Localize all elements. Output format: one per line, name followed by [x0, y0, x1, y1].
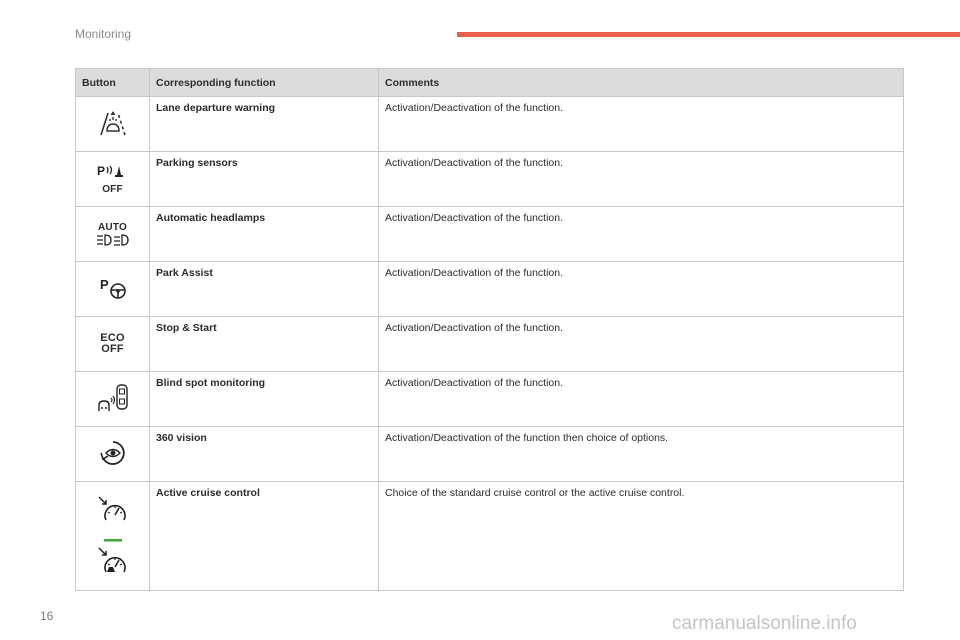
function-cell: Stop & Start: [150, 317, 379, 372]
comment-cell: Activation/Deactivation of the function.: [379, 317, 904, 372]
button-cell: [76, 372, 150, 427]
column-header-button: Button: [76, 69, 150, 97]
comment-cell: Activation/Deactivation of the function.: [379, 207, 904, 262]
table-row: [76, 262, 904, 317]
auto-headlamps-icon: [95, 223, 131, 247]
table-row: [76, 482, 904, 591]
button-cell: [76, 427, 150, 482]
button-cell: [76, 152, 150, 207]
function-cell: Blind spot monitoring: [150, 372, 379, 427]
table-row: [76, 427, 904, 482]
function-cell: Active cruise control: [150, 482, 379, 591]
table-row: [76, 207, 904, 262]
eco-off-icon: [100, 333, 124, 355]
svg-text:P: P: [99, 276, 109, 292]
eco-off-icon-label: ECO OFF: [100, 332, 125, 355]
header-accent-bar: [457, 32, 960, 37]
function-cell: Park Assist: [150, 262, 379, 317]
lane-departure-icon: [97, 109, 129, 137]
table-row: [76, 372, 904, 427]
button-cell: [76, 262, 150, 317]
column-header-function: Corresponding function: [150, 69, 379, 97]
blind-spot-icon: [96, 383, 130, 413]
page-number: 16: [40, 609, 54, 623]
comment-cell: Activation/Deactivation of the function.: [379, 97, 904, 152]
function-cell: Lane departure warning: [150, 97, 379, 152]
comment-cell: Choice of the standard cruise control or the active cruise control.: [379, 482, 904, 591]
svg-text:P: P: [96, 164, 105, 178]
comment-cell: Activation/Deactivation of the function.: [379, 262, 904, 317]
table-row: [76, 97, 904, 152]
parking-sensors-off-icon: [95, 163, 131, 195]
comment-cell: Activation/Deactivation of the function then choice of options.: [379, 427, 904, 482]
parking-sensors-icon-label: OFF: [102, 184, 123, 195]
button-cell: [76, 97, 150, 152]
table-header-row: [76, 69, 904, 97]
360-vision-icon: [99, 439, 127, 467]
table-row: [76, 152, 904, 207]
function-cell: Automatic headlamps: [150, 207, 379, 262]
cruise-control-icon: [96, 494, 130, 576]
function-cell: 360 vision: [150, 427, 379, 482]
section-title: Monitoring: [75, 27, 132, 41]
table-row: [76, 317, 904, 372]
watermark: carmanualsonline.info: [672, 613, 857, 634]
column-header-comments: Comments: [379, 69, 904, 97]
function-cell: Parking sensors: [150, 152, 379, 207]
button-cell: [76, 317, 150, 372]
button-function-table: [75, 68, 904, 591]
button-cell: [76, 482, 150, 591]
auto-headlamps-icon-label: AUTO: [98, 222, 127, 233]
comment-cell: Activation/Deactivation of the function.: [379, 152, 904, 207]
button-cell: [76, 207, 150, 262]
park-assist-icon: [98, 276, 128, 300]
comment-cell: Activation/Deactivation of the function.: [379, 372, 904, 427]
